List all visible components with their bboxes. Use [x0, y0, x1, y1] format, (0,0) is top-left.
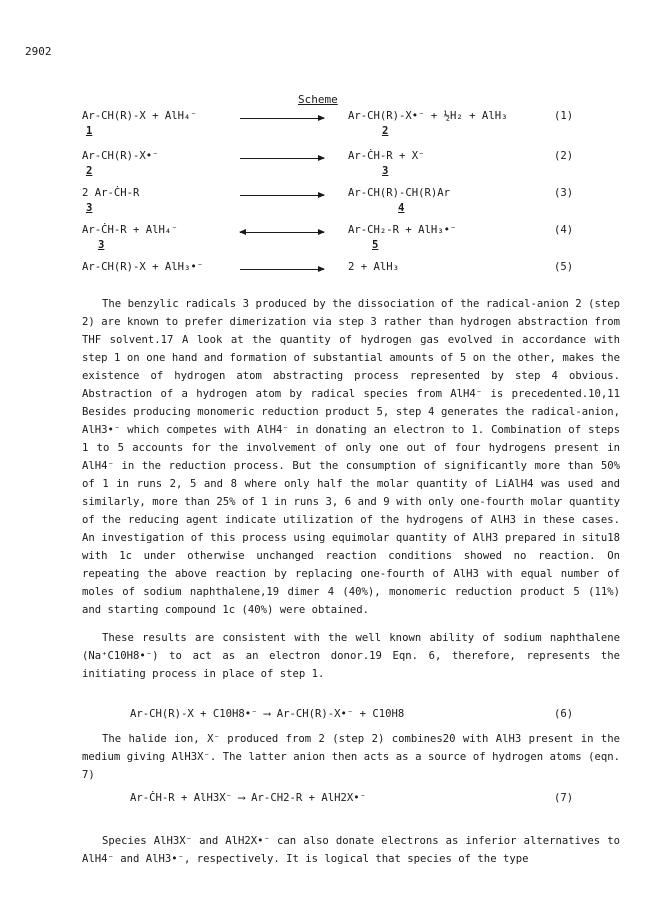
equation-number: (7)	[554, 792, 574, 804]
compound-label: 3	[98, 239, 105, 251]
equation-text: Ar-CH(R)-X + C10H8•⁻ ⟶ Ar-CH(R)-X•⁻ + C10H8	[130, 708, 405, 720]
page-number: 2902	[25, 45, 52, 58]
compound-label: 2	[86, 165, 93, 177]
equation-number: (4)	[554, 224, 574, 236]
scheme-row	[0, 110, 672, 142]
scheme-left: 2 Ar-ĊH-R	[82, 187, 140, 199]
paragraph: These results are consistent with the well known ability of sodium naphthalene (Na⁺C10H8•⁻) to act as an electron donor.19 Eqn. 6, therefore, represents the initiating process in place of step 1.	[82, 632, 620, 680]
paragraph: The benzylic radicals 3 produced by the dissociation of the radical-anion 2 (step 2) are known to prefer dimerization via step 3 rather than hydrogen abstraction from THF solvent.17 A look at the quantity of hydrogen gas evolved in accordance with step 1 on one hand and formation of substantial amounts of 5 on the other, makes the existence of hydrogen atom abstracting process represented by step 4 obvious. Abstraction of a hydrogen atom by radical species from AlH4⁻ is precedented.10,11 Besides producing monomeric reduction product 5, step 4 generates the radical-anion, AlH3•⁻ which competes with AlH4⁻ in donating an electron to 1. Combination of steps 1 to 5 accounts for the involvement of only one out of four hydrogens present in AlH4⁻ in the reduction process. But the consumption of significantly more than 50% of 1 in runs 2, 5 and 8 where only half the molar quantity of LiAlH4 was used and similarly, more than 25% of 1 in runs 3, 6 and 9 with only one-fourth molar quantity of the reducing agent indicate utilization of the hydrogens of AlH3 in these cases. An investigation of this process using equimolar quantity of AlH3 prepared in situ18 with 1c under otherwise unchanged reaction conditions showed no reaction. On repeating the above reaction by replacing one-fourth of AlH3 with equal number of moles of sodium naphthalene,19 dimer 4 (40%), monomeric reduction product 5 (11%) and starting compound 1c (40%) were obtained.	[82, 298, 620, 616]
scheme-title: Scheme	[298, 93, 338, 106]
scheme-row	[0, 224, 672, 256]
equation-number: (6)	[554, 708, 574, 720]
scheme-left: Ar-CH(R)-X + AlH₃•⁻	[82, 261, 204, 273]
scheme-left: Ar-ĊH-R + AlH₄⁻	[82, 224, 178, 236]
compound-label: 4	[398, 202, 405, 214]
scheme-right: Ar-CH(R)-X•⁻ + ½H₂ + AlH₃	[348, 110, 508, 122]
scheme-right: 2 + AlH₃	[348, 261, 400, 273]
equation-number: (1)	[554, 110, 574, 122]
compound-label: 2	[382, 125, 389, 137]
scheme-left: Ar-CH(R)-X•⁻	[82, 150, 159, 162]
paragraph: The halide ion, X⁻ produced from 2 (step 2) combines20 with AlH3 present in the medium giving AlH3X⁻. The latter anion then acts as a source of hydrogen atoms (eqn. 7)	[82, 733, 620, 781]
scheme-right: Ar-CH(R)-CH(R)Ar	[348, 187, 451, 199]
equation-number: (5)	[554, 261, 574, 273]
equation-number: (3)	[554, 187, 574, 199]
main-text	[82, 295, 620, 693]
compound-label: 3	[382, 165, 389, 177]
scheme-row	[0, 187, 672, 219]
double-arrow-icon	[240, 232, 324, 233]
arrow-icon	[240, 158, 324, 159]
scheme-left: Ar-CH(R)-X + AlH₄⁻	[82, 110, 197, 122]
paragraph: Species AlH3X⁻ and AlH2X•⁻ can also donate electrons as inferior alternatives to AlH4⁻ and AlH3•⁻, respectively. It is logical that species of the type	[82, 835, 620, 865]
scheme-row	[0, 261, 672, 293]
scheme-right: Ar-ĊH-R + X⁻	[348, 150, 425, 162]
arrow-icon	[240, 195, 324, 196]
arrow-icon	[240, 269, 324, 270]
arrow-icon	[240, 118, 324, 119]
compound-label: 3	[86, 202, 93, 214]
scheme-row	[0, 150, 672, 182]
equation-number: (2)	[554, 150, 574, 162]
equation-text: Ar-ĊH-R + AlH3X⁻ ⟶ Ar-CH2-R + AlH2X•⁻	[130, 792, 366, 804]
compound-label: 5	[372, 239, 379, 251]
compound-label: 1	[86, 125, 93, 137]
scheme-right: Ar-CH₂-R + AlH₃•⁻	[348, 224, 457, 236]
